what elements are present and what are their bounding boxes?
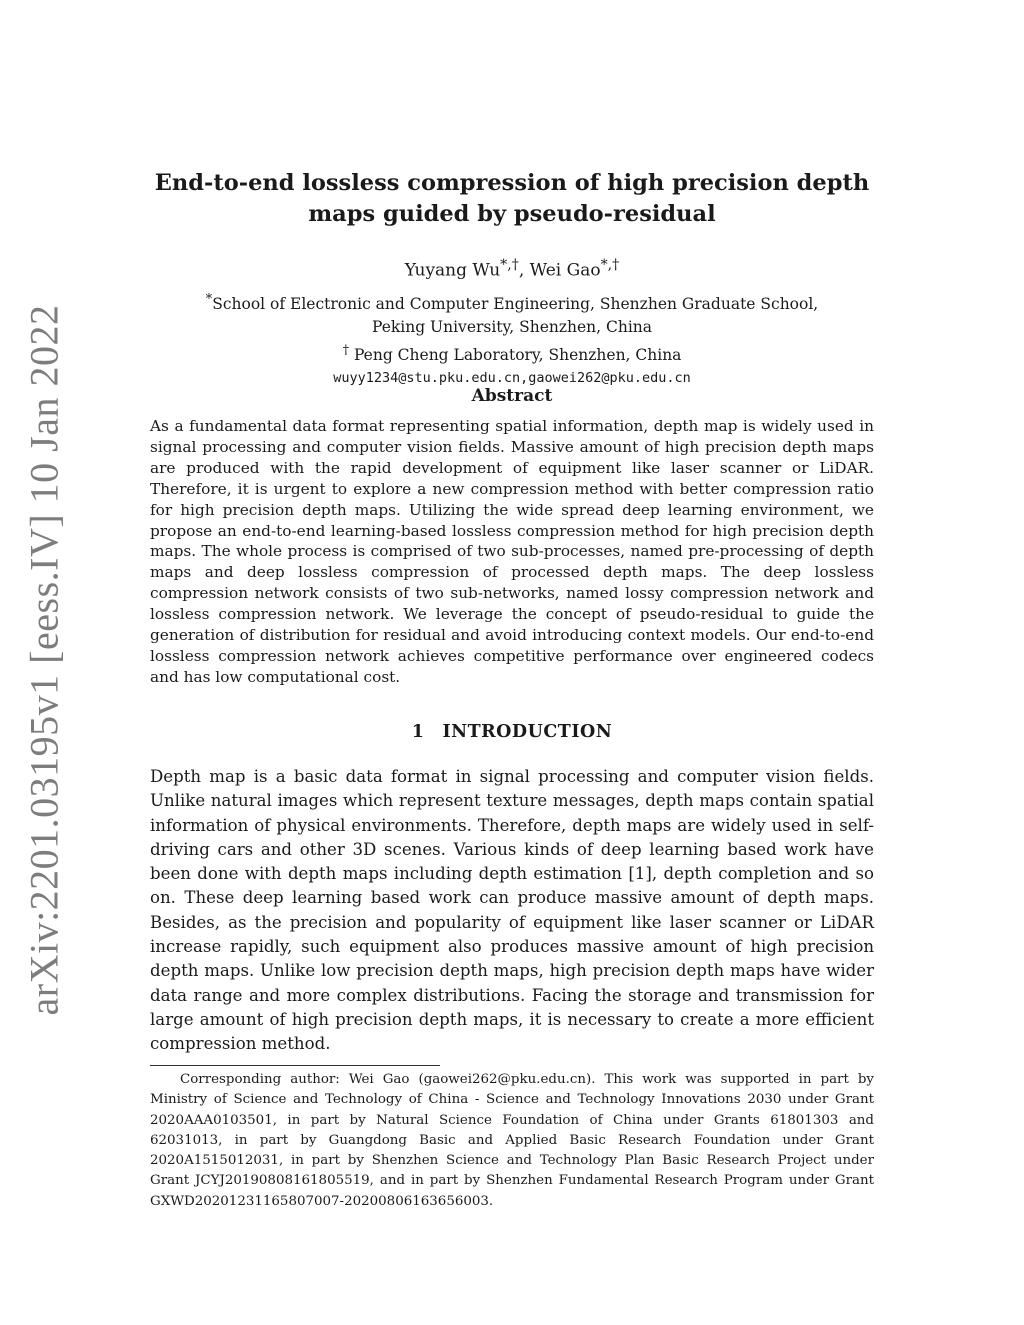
author-name: Yuyang Wu (404, 260, 501, 281)
arxiv-identifier-stamp: arXiv:2201.03195v1 [eess.IV] 10 Jan 2022 (21, 304, 67, 1016)
section-heading (150, 722, 874, 742)
footnote-text: Corresponding author: Wei Gao (gaowei262@pku.edu.cn). This work was supported in part by Ministry of Science and Technology of China - Science and Technology Innovations 2030 under Grant 2020AAA0103501, in part by Natural Science Foundation of China under Grants 61801303 and 62031013, in part by Guangdong Basic and Applied Basic Research Foundation under Grant 2020A1515012031, in part by Shenzhen Science and Technology Plan Basic Research Project under Grant JCYJ20190808161805519, and in part by Shenzhen Fundamental Research Program under Grant GXWD20201231165807007-20200806163656003. (150, 1072, 874, 1209)
affiliation-mark: † (342, 343, 350, 359)
abstract-text: As a fundamental data format representing spatial information, depth map is widely used in signal processing and computer vision fields. Massive amount of high precision depth maps are produced with the rapid development of equipment like laser scanner or LiDAR. Therefore, it is urgent to explore a new compression method with better compression ratio for high precision depth maps. Utilizing the wide spread deep learning environment, we propose an end-to-end learning-based lossless compression method for high precision depth maps. The whole process is comprised of two sub-processes, named pre-processing of depth maps and deep lossless compression of processed depth maps. The deep lossless compression network consists of two sub-networks, named lossy compression network and lossless compression network. We leverage the concept of pseudo-residual to guide the generation of distribution for residual and avoid introducing context models. Our end-to-end lossless compression network achieves competitive performance over engineered codecs and has low computational cost. (150, 417, 874, 686)
affiliation-line: Peking University, Shenzhen, China (371, 318, 653, 337)
introduction-paragraph: Depth map is a basic data format in signal processing and computer vision fields. Unlike natural images which represent texture messages, depth maps contain spatial information of physical environments. Therefore, depth maps are widely used in self-driving cars and other 3D scenes. Various kinds of deep learning based work have been done with depth maps including depth estimation [1], depth completion and so on. These deep learning based work can produce massive amount of depth maps. Besides, as the precision and popularity of equipment like laser scanner or LiDAR increase rapidly, such equipment also produces massive amount of high precision depth maps. Unlike low precision depth maps, high precision depth maps have wider data range and more complex distributions. Facing the storage and transmission for large amount of high precision depth maps, it is necessary to create a more efficient compression method. (150, 767, 874, 1054)
author-emails: wuyy1234@stu.pku.edu.cn,gaowei262@pku.edu.cn (333, 370, 691, 387)
author-separator: , (518, 260, 530, 281)
affiliation-line: *School of Electronic and Computer Engineering, Shenzhen Graduate School, (205, 292, 819, 314)
paper-title: End-to-end lossless compression of high precision depth maps guided by pseudo-residual (154, 170, 870, 227)
footnote-divider (150, 1065, 440, 1066)
author-list (150, 257, 874, 281)
affiliation-marks: *,† (600, 257, 620, 273)
abstract-heading: Abstract (471, 386, 553, 406)
affiliations (150, 288, 874, 390)
section-number: 1 (411, 722, 425, 742)
author-name: Wei Gao (529, 260, 601, 281)
affiliation-marks: *,† (500, 257, 519, 273)
affiliation-mark: * (205, 292, 213, 307)
affiliation-line: † Peng Cheng Laboratory, Shenzhen, China (342, 343, 682, 365)
section-title: INTRODUCTION (442, 722, 613, 742)
